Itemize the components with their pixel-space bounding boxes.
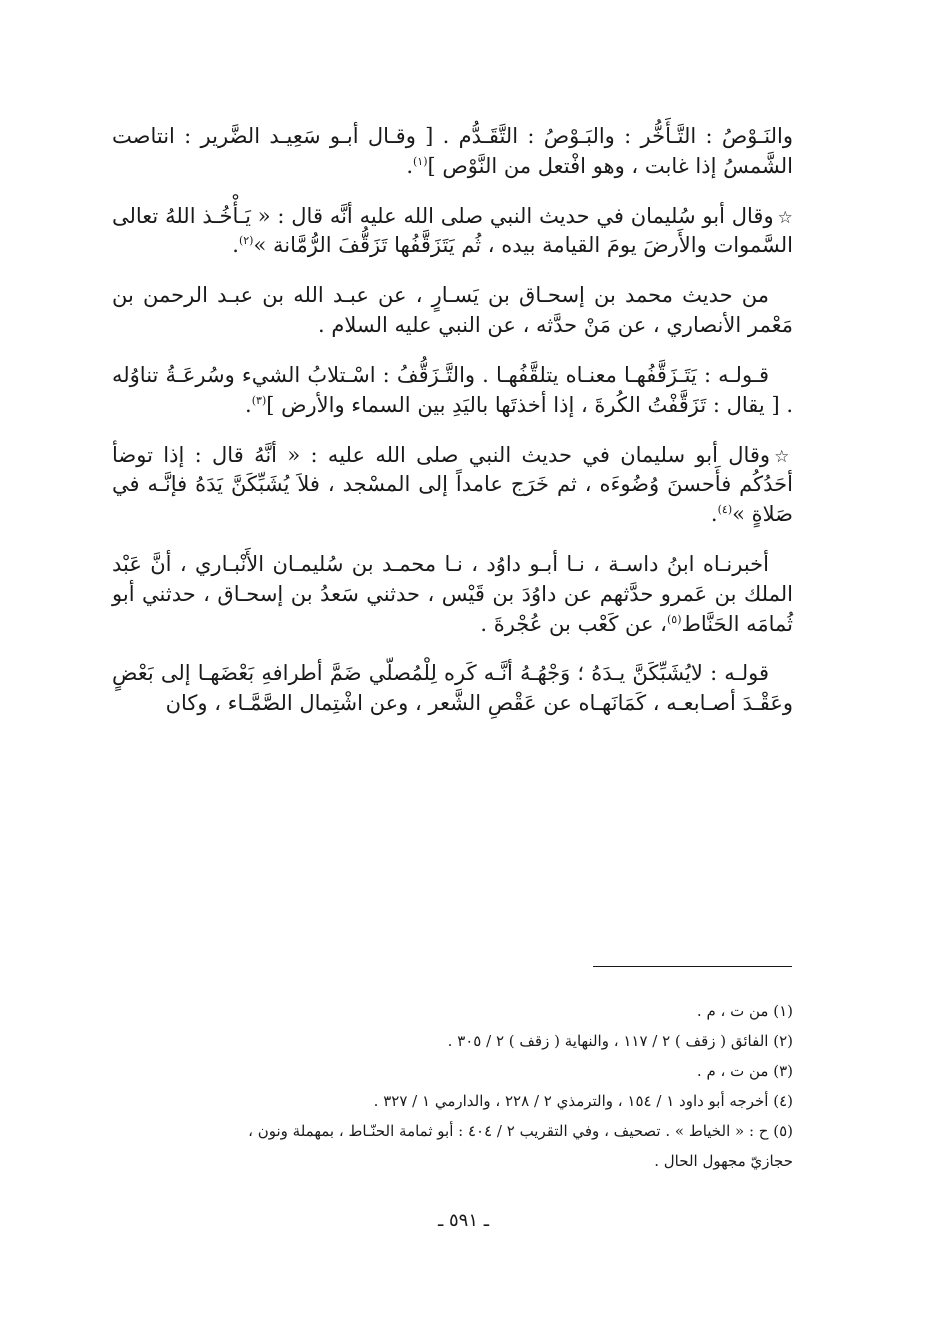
paragraph-5 <box>112 441 793 530</box>
star-marker-icon: ☆ <box>774 446 793 467</box>
paragraph-1-text: والنَـوْصُ : التَّـأَخُّر : والبَـوْصُ : التَّقَـدُّم . [ وقـال أبـو سَعِيـد الضَّرير : انتاصت الشَّمسُ إذا غابت ، وهو افْتعل من النَّوْص ] <box>112 124 793 178</box>
paragraph-7-text: قولـه : لايُشَبِّكَنَّ يـدَهُ ؛ وَجْهُـهُ أنَّـه كَره لِلْمُصلّي ضَمَّ أطرافهِ بَعْضَهـا إلى بَعْضٍ وعَقْـدَ أصـابعـه ، كَمَانَهـاه عن عَقْصِ الشَّعر ، وعن اشْتِمال الصَّمَّـاء ، وكان <box>112 661 793 716</box>
footnotes <box>180 996 793 1176</box>
paragraph-6-end: ، عن كَعْب بن عُجْرةَ . <box>480 611 667 636</box>
paragraph-1-end: . <box>406 153 413 178</box>
footnote-5: (٥) ح : « الخياط » . تصحيف ، وفي التقريب ٢ / ٤٠٤ : أبو ثمامة الحنّـاط ، بمهملة ونون ، <box>248 1122 793 1140</box>
paragraph-4 <box>112 361 793 421</box>
footnote-5-continuation: حجازيّ مجهول الحال . <box>654 1152 793 1170</box>
paragraph-3 <box>112 281 793 341</box>
footnote-ref-4: (٤) <box>717 503 733 517</box>
footnote-1: (١) من ت ، م . <box>696 1002 793 1020</box>
footnote-2: (٢) الفائق ( زقف ) ٢ / ١١٧ ، والنهاية ( زقف ) ٢ / ٣٠٥ . <box>447 1032 793 1050</box>
footnote-ref-5: (٥) <box>666 612 682 626</box>
paragraph-2-text: وقال أبو سُليمان في حديث النبي صلى الله عليه أنَّه قال : « يَـأْخُـذ اللهُ تعالى السَّموات والأَرضَ يومَ القيامة بيده ، ثُم يَتَزَقَّفُها تَزَقُّفَ الرُّمَّانة » <box>112 203 793 258</box>
page-number: ـ ٥٩١ ـ <box>437 1210 489 1231</box>
footnote-ref-2: (٢) <box>238 234 254 248</box>
paragraph-4-text: قـولـه : يَتَـزَقَّفُهـا معنـاه يتلقَّفُهـا . والتَّـزَقُّفُ : اسْـتلابُ الشيء وسُرعَـةُ تناوُله . [ يقال : تَزَقَّفْتُ الكُرةَ ، إذا أخذتَها باليَدِ بين السماء والأرض ] <box>112 362 793 417</box>
paragraph-7 <box>112 659 793 719</box>
paragraph-2-end: . <box>232 233 239 258</box>
main-text <box>112 122 793 719</box>
footnote-separator <box>593 966 792 967</box>
paragraph-6 <box>112 550 793 639</box>
footnote-ref-1: (١) <box>413 154 428 168</box>
paragraph-5-text: وقال أبو سليمان في حديث النبي صلى الله عليه : « أنَّهُ قال : إذا توضأ أحَدُكُم فأَحسنَ وُضُوءَه ، ثم خَرَج عامداً إلى المسْجد ، فلاَ يُشَبِّكَنَّ يَدَهُ فإنَّـه في صَلاةٍ » <box>112 442 793 527</box>
footnote-3: (٣) من ت ، م . <box>696 1062 793 1080</box>
paragraph-3-text: من حديث محمد بن إسحـاق بن يَسـارٍ ، عن عبـد الله بن عبـد الرحمن بن مَعْمر الأنصاري ، عن مَنْ حدَّثه ، عن النبي عليه السلام . <box>112 283 793 338</box>
paragraph-1 <box>112 122 793 182</box>
star-marker-icon: ☆ <box>777 207 793 228</box>
footnote-ref-3: (٣) <box>251 393 267 407</box>
paragraph-4-end: . <box>245 392 252 417</box>
paragraph-2 <box>112 202 793 262</box>
footnote-4: (٤) أخرجه أبو داود ١ / ١٥٤ ، والترمذي ٢ / ٢٢٨ ، والدارمي ١ / ٣٢٧ . <box>373 1092 793 1110</box>
paragraph-6-text: أخبرنـاه ابنُ داسـة ، نـا أبـو داوُد ، نـا محمـد بن سُليمـان الأَنْبـاري ، أنَّ عَبْد الملك بن عَمرو حدَّثهم عن داوُدَ بن قَيْس ، حدثني سَعدُ بن إسحـاق ، حدثني أبو ثُمامَه الحَنَّاط <box>112 551 793 636</box>
paragraph-5-end: . <box>710 502 718 527</box>
